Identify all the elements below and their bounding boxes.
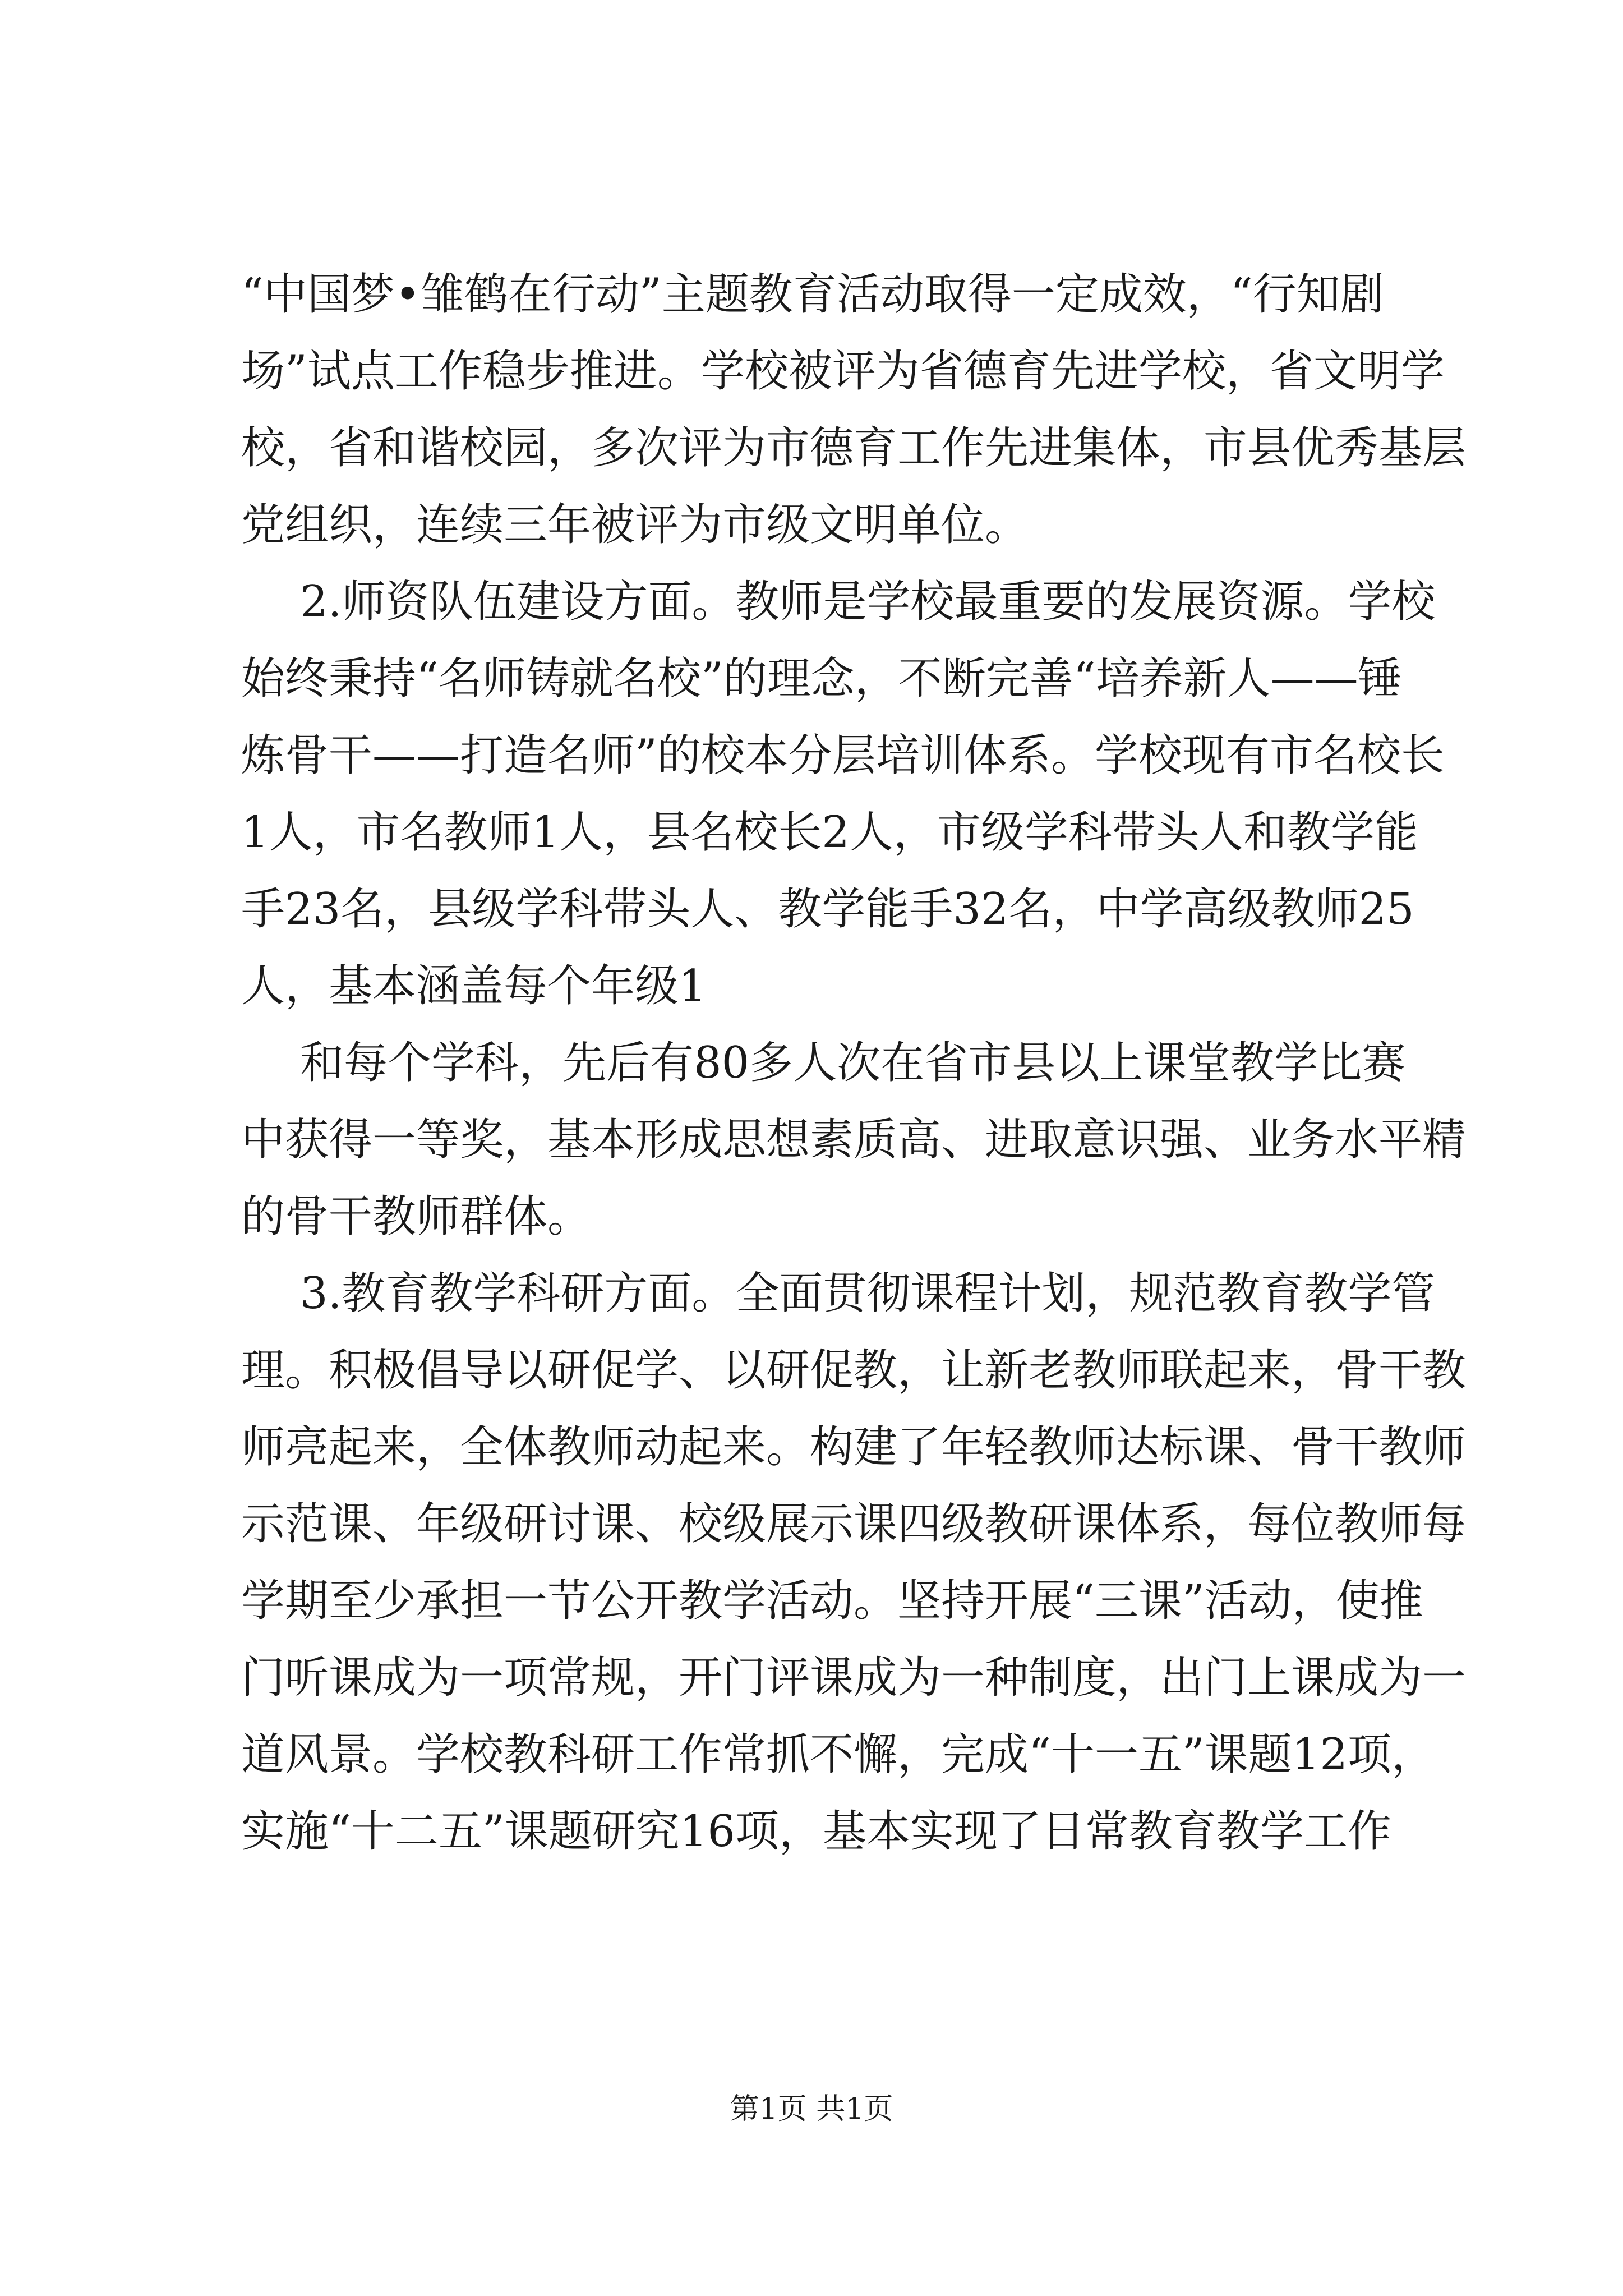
text-line: 1人，市名教师1人，县名校长2人，市级学科带头人和教学能 xyxy=(241,807,1418,858)
text-line: “中国梦•雏鹤在行动”主题教育活动取得一定成效，“行知剧 xyxy=(241,269,1384,320)
text-line: 学期至少承担一节公开教学活动。坚持开展“三课”活动，使推 xyxy=(241,1576,1423,1626)
text-line: 师亮起来，全体教师动起来。构建了年轻教师达标课、骨干教师 xyxy=(241,1422,1467,1473)
text-line: 始终秉持“名师铸就名校”的理念，不断完善“培养新人——锤 xyxy=(241,654,1402,704)
text-line: 场”试点工作稳步推进。学校被评为省德育先进学校，省文明学 xyxy=(241,346,1445,397)
paragraph-start-line: 和每个学科，先后有80多人次在省市县以上课堂教学比赛 xyxy=(300,1038,1406,1088)
text-line: 党组织，连续三年被评为市级文明单位。 xyxy=(241,500,1029,550)
text-line: 中获得一等奖，基本形成思想素质高、进取意识强、业务水平精 xyxy=(241,1115,1467,1165)
text-line: 校，省和谐校园，多次评为市德育工作先进集体，市县优秀基层 xyxy=(241,423,1467,473)
paragraph-start-line: 2.师资队伍建设方面。教师是学校最重要的发展资源。学校 xyxy=(300,577,1436,627)
paragraph-start-line: 3.教育教学科研方面。全面贯彻课程计划，规范教育教学管 xyxy=(300,1268,1436,1319)
text-line: 人，基本涵盖每个年级1 xyxy=(241,961,707,1011)
text-line: 道风景。学校教科研工作常抓不懈，完成“十一五”课题12项， xyxy=(241,1729,1436,1780)
text-line: 的骨干教师群体。 xyxy=(241,1191,592,1242)
text-line: 门听课成为一项常规，开门评课成为一种制度，出门上课成为一 xyxy=(241,1653,1467,1703)
text-line: 理。积极倡导以研促学、以研促教，让新老教师联起来，骨干教 xyxy=(241,1345,1467,1396)
text-line: 实施“十二五”课题研究16项，基本实现了日常教育教学工作 xyxy=(241,1806,1392,1857)
page-footer: 第1页 共1页 xyxy=(730,2092,893,2126)
text-line: 示范课、年级研讨课、校级展示课四级教研课体系，每位教师每 xyxy=(241,1499,1467,1549)
text-line: 手23名，县级学科带头人、教学能手32名，中学高级教师25 xyxy=(241,884,1414,935)
text-line: 炼骨干——打造名师”的校本分层培训体系。学校现有市名校长 xyxy=(241,730,1445,781)
